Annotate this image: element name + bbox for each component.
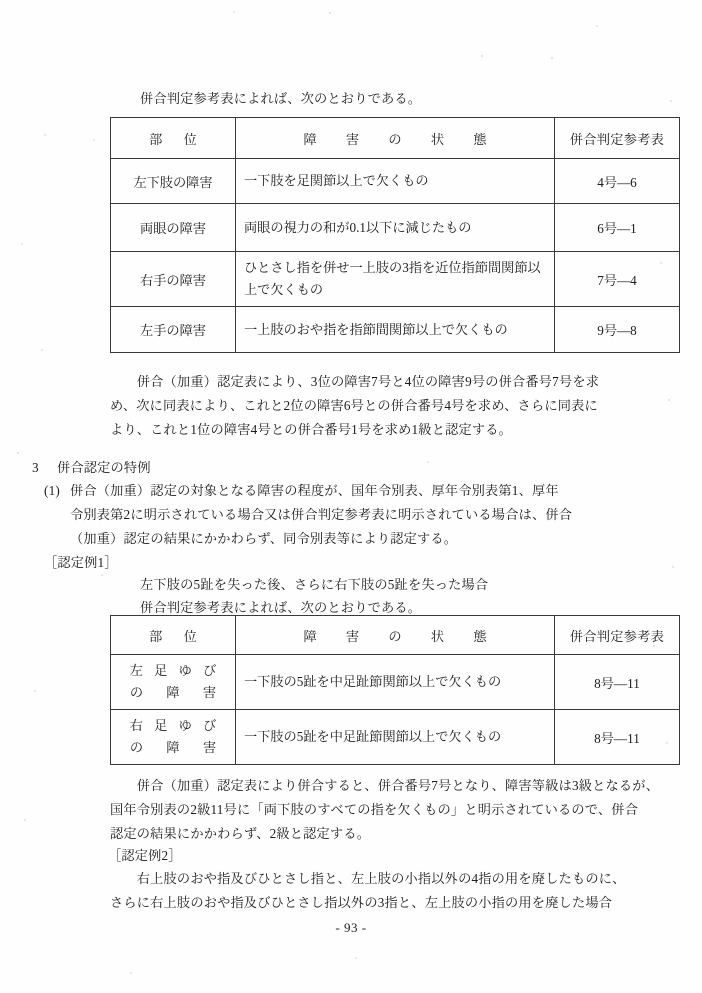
- cell-state: ひとさし指を併せ一上肢の3指を近位指節間関節以上で欠くもの: [236, 252, 555, 307]
- section3-item1-marker: (1): [44, 483, 60, 498]
- cell-reference: 4号—6: [555, 159, 680, 204]
- scan-speckle: [551, 57, 553, 59]
- table-row: [111, 252, 680, 307]
- cell-part: 両眼の障害: [111, 204, 236, 252]
- example1-line1: 左下肢の5趾を失った後、さらに右下肢の5趾を失った場合: [140, 577, 489, 592]
- table-row: [111, 204, 680, 252]
- scan-speckle: [41, 349, 43, 351]
- example2-line1: 右上肢のおや指及びひとさし指と、左上肢の小指以外の4指の用を廃したものに、: [110, 871, 626, 886]
- scan-speckle: [44, 134, 46, 136]
- cell-reference: 9号—8: [555, 307, 680, 353]
- scan-speckle: [668, 399, 670, 401]
- paragraph1-line2: め、次に同表により、これと2位の障害6号との併合番号4号を求め、さらに同表に: [110, 398, 598, 413]
- scan-speckle: [427, 461, 429, 463]
- cell-state: 一上肢のおや指を指節間関節以上で欠くもの: [236, 307, 555, 353]
- cell-part-line1: 左 足 ゆ び: [129, 663, 221, 678]
- paragraph1-line3: より、これと1位の障害4号との併合番号1号を求め1級と認定する。: [110, 422, 513, 437]
- scan-speckle: [355, 957, 357, 959]
- column-header-reference: 併合判定参考表: [555, 616, 680, 655]
- section3-number: 3: [32, 460, 39, 475]
- scan-speckle: [93, 139, 95, 141]
- cell-part: [111, 710, 236, 765]
- cell-state: 一下肢の5趾を中足趾節関節以上で欠くもの: [236, 710, 555, 765]
- scan-speckle: [481, 55, 483, 57]
- table-row: [111, 710, 680, 765]
- section3-item1-line1: 併合（加重）認定の対象となる障害の程度が、国年令別表、厚年令別表第1、厚年: [70, 483, 559, 498]
- page-number: - 93 -: [335, 920, 367, 935]
- table-row: [111, 159, 680, 204]
- scan-speckle: [21, 243, 23, 245]
- column-header-part: 部 位: [111, 118, 236, 159]
- scan-speckle: [670, 100, 672, 102]
- paragraph2-line2: 国年令別表の2級11号に「両下肢のすべての指を欠くもの」と明示されているので、併合: [110, 802, 639, 817]
- table-row: [111, 655, 680, 710]
- scan-speckle: [101, 574, 103, 576]
- table-header-row: [111, 118, 680, 159]
- cell-reference: 6号—1: [555, 204, 680, 252]
- cell-state: 一下肢の5趾を中足趾節関節以上で欠くもの: [236, 655, 555, 710]
- cell-part-line2: の 障 害: [129, 685, 227, 700]
- scan-speckle: [329, 12, 331, 14]
- section3-item1-line3: （加重）認定の結果にかかわらず、同令別表等により認定する。: [70, 531, 458, 546]
- example1-line2: 併合判定参考表によれば、次のとおりである。: [140, 600, 422, 615]
- cell-reference: 7号—4: [555, 252, 680, 307]
- cell-part-line1: 右 足 ゆ び: [129, 718, 221, 733]
- table-row: [111, 307, 680, 353]
- cell-state: 両眼の視力の和が0.1以下に減じたもの: [236, 204, 555, 252]
- column-header-state: 障 害 の 状 態: [236, 616, 555, 655]
- cell-reference: 8号—11: [555, 655, 680, 710]
- cell-part: 右手の障害: [111, 252, 236, 307]
- scan-speckle: [672, 566, 674, 568]
- scan-speckle: [34, 690, 36, 692]
- cell-state: 一下肢を足関節以上で欠くもの: [236, 159, 555, 204]
- scan-speckle: [596, 25, 598, 27]
- column-header-state: 障 害 の 状 態: [236, 118, 555, 159]
- paragraph1-line1: 併合（加重）認定表により、3位の障害7号と4位の障害9号の併合番号7号を求: [110, 374, 600, 389]
- scan-speckle: [130, 972, 132, 974]
- paragraph2-line1: 併合（加重）認定表により併合すると、併合番号7号となり、障害等級は3級となるが、: [110, 778, 660, 793]
- intro-text-line: 併合判定参考表によれば、次のとおりである。: [140, 91, 422, 106]
- section3-item1-line2: 令別表第2に明示されている場合又は併合判定参考表に明示されている場合は、併合: [70, 507, 573, 522]
- scan-speckle: [233, 11, 235, 13]
- example2-label: ［認定例2］: [108, 848, 182, 863]
- cell-part: [111, 655, 236, 710]
- column-header-part: 部 位: [111, 616, 236, 655]
- cell-part: 左下肢の障害: [111, 159, 236, 204]
- merge-assessment-table-2: [110, 615, 680, 765]
- example1-label: ［認定例1］: [44, 555, 118, 570]
- example2-line2: さらに右上肢のおや指及びひとさし指以外の3指と、左上肢の小指の用を廃した場合: [110, 895, 613, 910]
- section3-title: 併合認定の特例: [57, 460, 151, 475]
- cell-reference: 8号—11: [555, 710, 680, 765]
- scan-speckle: [24, 819, 26, 821]
- paragraph2-line3: 認定の結果にかかわらず、2級と認定する。: [110, 826, 371, 841]
- column-header-reference: 併合判定参考表: [555, 118, 680, 159]
- merge-assessment-table-1: [110, 117, 680, 353]
- cell-part: 左手の障害: [111, 307, 236, 353]
- table-header-row: [111, 616, 680, 655]
- cell-part-line2: の 障 害: [129, 740, 227, 755]
- scan-speckle: [17, 452, 19, 454]
